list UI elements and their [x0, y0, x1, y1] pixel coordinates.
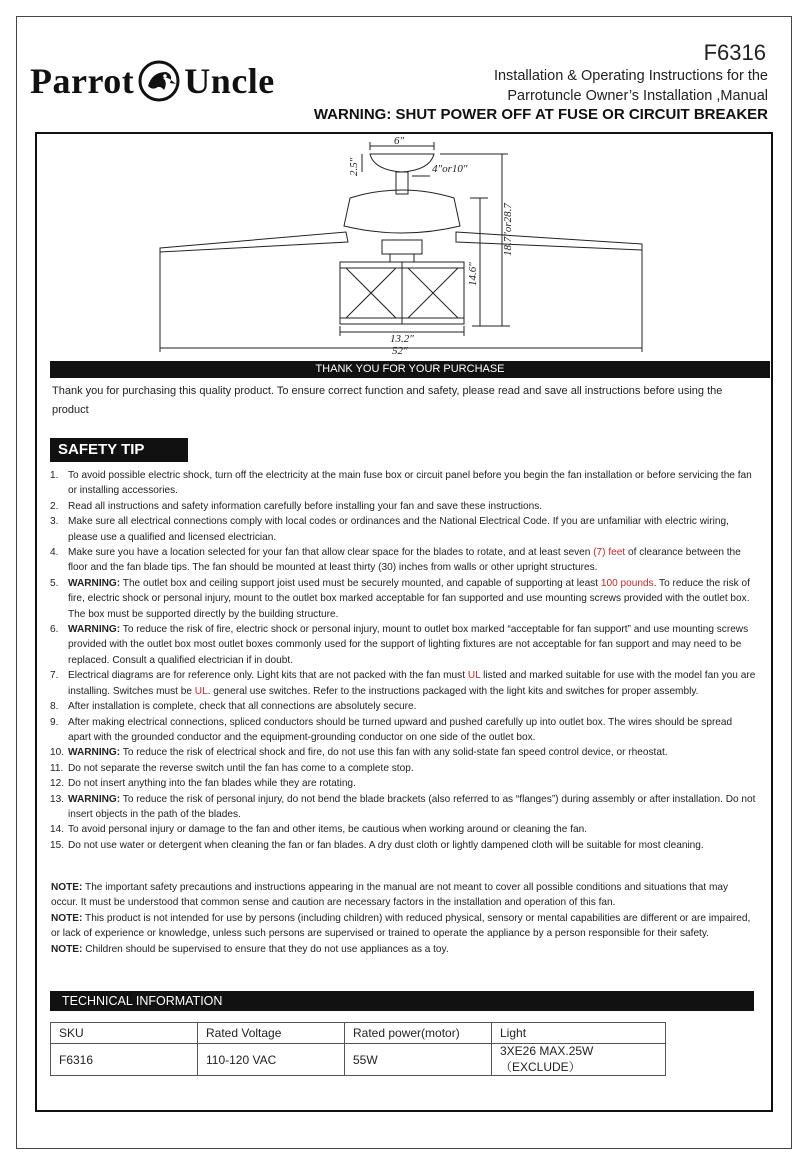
cell-light: 3XE26 MAX.25W（EXCLUDE） [492, 1044, 666, 1076]
header-light: Light [492, 1023, 666, 1044]
safety-tip-heading: SAFETY TIP [50, 438, 188, 462]
list-item: 2. Read all instructions and safety information carefully before installing your fan and save these instructions. [50, 500, 543, 512]
left-blade-shape [160, 232, 348, 252]
parrot-logo-icon [138, 60, 180, 102]
note-paragraph: NOTE: Children should be supervised to ensure that they do not use appliances as a toy. [51, 943, 449, 955]
brand-name-part1: Parrot [30, 61, 135, 101]
cell-power: 55W [345, 1044, 492, 1076]
list-item: 15. Do not use water or detergent when cleaning the fan or fan blades. A dry dust cloth or lightly dampened cloth will be suitable for most cleaning. [50, 839, 704, 851]
list-item: 4. Make sure you have a location selected for your fan that allow clear space for the blades to rotate, and at least seven (7) feet of clearance between the floor and the fan blade tips. The fan should be mounted at least thirty (30) inches from walls or other upright structures. [50, 547, 741, 574]
list-item: 7. Electrical diagrams are for reference only. Light kits that are not packed with the fan must UL listed and marked suitable for use with the model fan you are installing. Switches must be UL. general use switches. Refer to the instructions packaged with the light kits and switches for proper assembly. [50, 670, 756, 697]
list-item: 10. WARNING: To reduce the risk of electrical shock and fire, do not use this fan with any solid-state fan speed control device, or rheostat. [50, 747, 668, 759]
list-item: 5. WARNING: The outlet box and ceiling support joist used must be securely mounted, and capable of supporting at least 100 pounds. To reduce the risk of fire, electric shock or personal injury, mount to the outlet box marked acceptable for fan supported and use mounting screws provided with the outlet box. The box must be supported directly by the building structure. [50, 577, 750, 620]
list-item: 1. To avoid possible electric shock, turn off the electricity at the main fuse box or circuit panel before you begin the fan installation or before servicing the fan or installing accessories. [50, 470, 752, 497]
downrod-shape [396, 172, 408, 194]
cell-sku: F6316 [51, 1044, 198, 1076]
list-item: 9. After making electrical connections, spliced conductors should be turned upward and pushed carefully up into outlet box. The wires should be spread apart with the grounded conductor and the equipment-grounding conductor on one side of the outlet box. [50, 716, 733, 743]
dim-canopy-height: 2.5″ [348, 157, 360, 176]
table-row [51, 1044, 666, 1076]
subtitle-line2: Parrotuncle Owner’s Installation ,Manual [507, 88, 768, 104]
dim-downrod: 4″or10″ [432, 163, 468, 175]
header-sku: SKU [51, 1023, 198, 1044]
thank-you-text: Thank you for purchasing this quality product. To ensure correct function and safety, please read and save all instructions before using the product [52, 385, 723, 416]
dim-light-width: 13.2″ [390, 333, 414, 345]
fan-dimension-diagram [150, 136, 660, 356]
list-item: 8. After installation is complete, check that all connections are absolutely secure. [50, 701, 417, 713]
brand-name-part2: Uncle [184, 61, 275, 101]
light-cap-shape [382, 240, 422, 254]
list-item: 14. To avoid personal injury or damage to the fan and other items, be cautious when working around or cleaning the fan. [50, 824, 588, 836]
list-item: 6. WARNING: To reduce the risk of fire, electric shock or personal injury, mount to outlet box marked “acceptable for fan support” and use mounting screws provided with the outlet box most outlet boxes commonly used for the support of lighting fixtures are not acceptable for fan support and may need to be replaced. Consult a qualified electrician if in doubt. [50, 624, 749, 666]
dim-height-long: 18.7″or28.7 [502, 203, 514, 256]
notes-section [51, 880, 756, 957]
list-item: 12. Do not insert anything into the fan blades while they are rotating. [50, 778, 356, 790]
list-item: 3. Make sure all electrical connections comply with local codes or ordinances and the National Electrical Code. If you are unfamiliar with electric wiring, please use a qualified and licensed electrician. [50, 516, 729, 543]
subtitle-line1: Installation & Operating Instructions for the [493, 68, 768, 84]
header-power: Rated power(motor) [345, 1023, 492, 1044]
dim-canopy-width: 6″ [394, 136, 405, 147]
power-off-warning: WARNING: SHUT POWER OFF AT FUSE OR CIRCUIT BREAKER [313, 106, 768, 123]
cell-voltage: 110-120 VAC [198, 1044, 345, 1076]
table-header-row [51, 1023, 666, 1044]
dim-height-short: 14.6″ [467, 262, 479, 286]
note-paragraph: NOTE: This product is not intended for use by persons (including children) with reduced physical, sensory or mental capabilities are different or are impaired, or lack of experience or knowledge, unless such persons are supervised or trained to operate the appliance by a person responsible for their safety. [51, 912, 751, 940]
list-item: 13. WARNING: To reduce the risk of personal injury, do not bend the blade brackets (also referred to as “flanges”) during assembly or after installation. Do not insert objects in the path of the blades. [50, 793, 756, 820]
brand-logo [30, 60, 275, 102]
thank-you-banner: THANK YOU FOR YOUR PURCHASE [50, 361, 770, 378]
safety-tips-list [50, 468, 756, 853]
dim-blade-span: 52″ [392, 345, 408, 356]
technical-info-heading: TECHNICAL INFORMATION [50, 991, 754, 1011]
motor-housing-shape [344, 190, 460, 233]
canopy-shape [370, 154, 434, 172]
right-blade-shape [456, 232, 642, 250]
technical-info-table [50, 1022, 666, 1076]
header-voltage: Rated Voltage [198, 1023, 345, 1044]
model-number: F6316 [703, 40, 766, 65]
list-item: 11. Do not separate the reverse switch until the fan has come to a complete stop. [50, 762, 414, 774]
note-paragraph: NOTE: The important safety precautions and instructions appearing in the manual are not meant to cover all possible conditions and situations that may occur. It must be understood that common sense and caution are necessary factors in the installation and operation of this fan. [51, 882, 729, 909]
